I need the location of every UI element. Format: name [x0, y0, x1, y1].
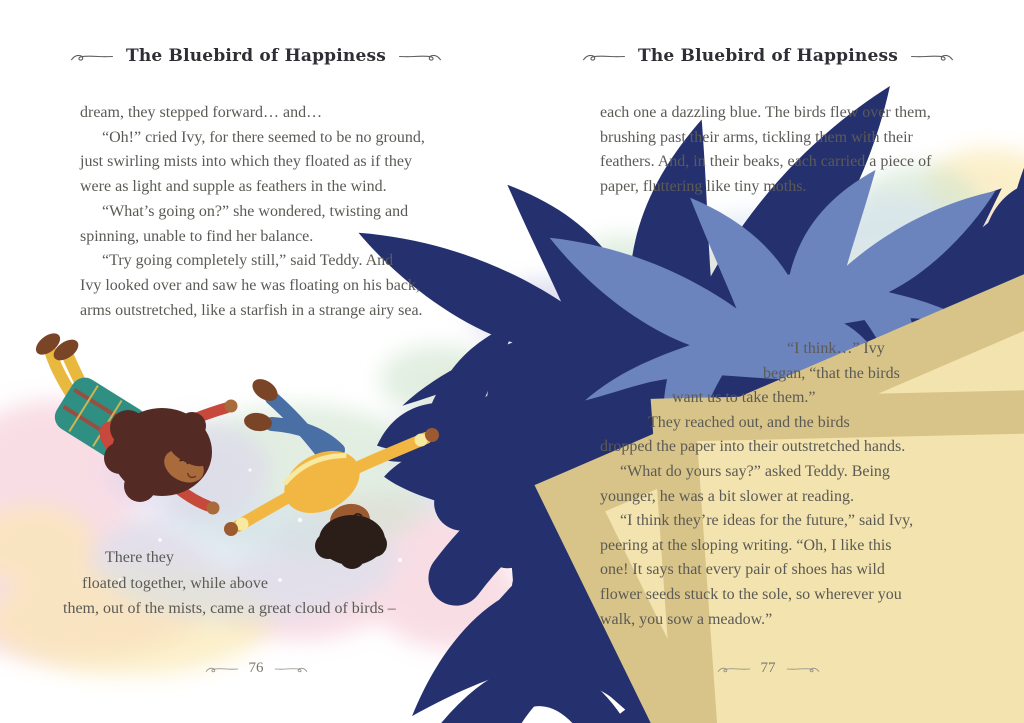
left-page-body — [80, 101, 425, 323]
ivy-hand — [225, 400, 238, 413]
text-line: spinning, unable to find her balance. — [80, 227, 314, 245]
text-line: peering at the sloping writing. “Oh, I like this — [600, 536, 892, 554]
text-line: walk, you sow a meadow.” — [600, 610, 773, 628]
text-line: “I think they’re ideas for the future,” said Ivy, — [620, 512, 914, 530]
page-number: 76 — [248, 660, 264, 676]
text-line: each one a dazzling blue. The birds flew over them, — [600, 104, 931, 121]
flourish-icon — [786, 664, 820, 674]
page-number: 77 — [760, 660, 776, 676]
text-line: floated together, while above — [82, 574, 268, 592]
text-line: flower seeds stuck to the sole, so wherever you — [600, 585, 902, 603]
text-line: just swirling mists into which they floated as if they — [80, 153, 412, 171]
text-line: There they — [105, 549, 174, 566]
page-title: The Bluebird of Happiness — [637, 46, 899, 66]
text-line: “Try going completely still,” said Teddy. And — [102, 252, 394, 270]
teddy-hand — [224, 522, 238, 536]
page-number-right — [512, 660, 1024, 677]
flourish-icon — [398, 50, 442, 63]
text-line: paper, fluttering like tiny moths. — [600, 178, 807, 196]
text-line: want us to take them.” — [672, 389, 816, 407]
text-line: Ivy looked over and saw he was floating on his back, — [80, 276, 420, 294]
text-line: “What’s going on?” she wondered, twisting and — [102, 202, 409, 220]
flourish-icon — [70, 50, 114, 63]
right-page-body — [600, 101, 931, 200]
text-line: were as light and supple as feathers in the wind. — [80, 178, 387, 196]
flourish-icon — [582, 50, 626, 63]
text-line: arms outstretched, like a starfish in a strange airy sea. — [80, 301, 423, 319]
flourish-icon — [205, 664, 239, 674]
left-page-fragment — [63, 545, 396, 622]
text-line: one! It says that every pair of shoes has wild — [600, 561, 885, 579]
running-header-right — [512, 46, 1024, 66]
page-title: The Bluebird of Happiness — [125, 46, 387, 66]
ivy-hand — [207, 502, 220, 515]
text-line: feathers. And, in their beaks, each carried a piece of — [600, 153, 932, 171]
text-line: began, “that the birds — [763, 364, 900, 382]
page-number-left — [0, 660, 512, 677]
text-line: younger, he was a bit slower at reading. — [600, 487, 854, 505]
text-line: dropped the paper into their outstretched hands. — [600, 438, 906, 456]
text-line: “I think…” Ivy — [787, 340, 885, 357]
text-line: them, out of the mists, came a great cloud of birds – — [63, 600, 396, 617]
flourish-icon — [274, 664, 308, 674]
text-line: dream, they stepped forward… and… — [80, 104, 323, 121]
running-header-left — [0, 46, 512, 66]
text-line: brushing past their arms, tickling them with their — [600, 128, 913, 146]
flourish-icon — [910, 50, 954, 63]
flourish-icon — [717, 664, 751, 674]
right-page-fragment — [600, 337, 913, 632]
teddy-hand — [425, 428, 439, 442]
text-line: “Oh!” cried Ivy, for there seemed to be no ground, — [102, 128, 425, 146]
text-line: “What do yours say?” asked Teddy. Being — [620, 462, 890, 480]
text-line: They reached out, and the birds — [648, 413, 850, 431]
